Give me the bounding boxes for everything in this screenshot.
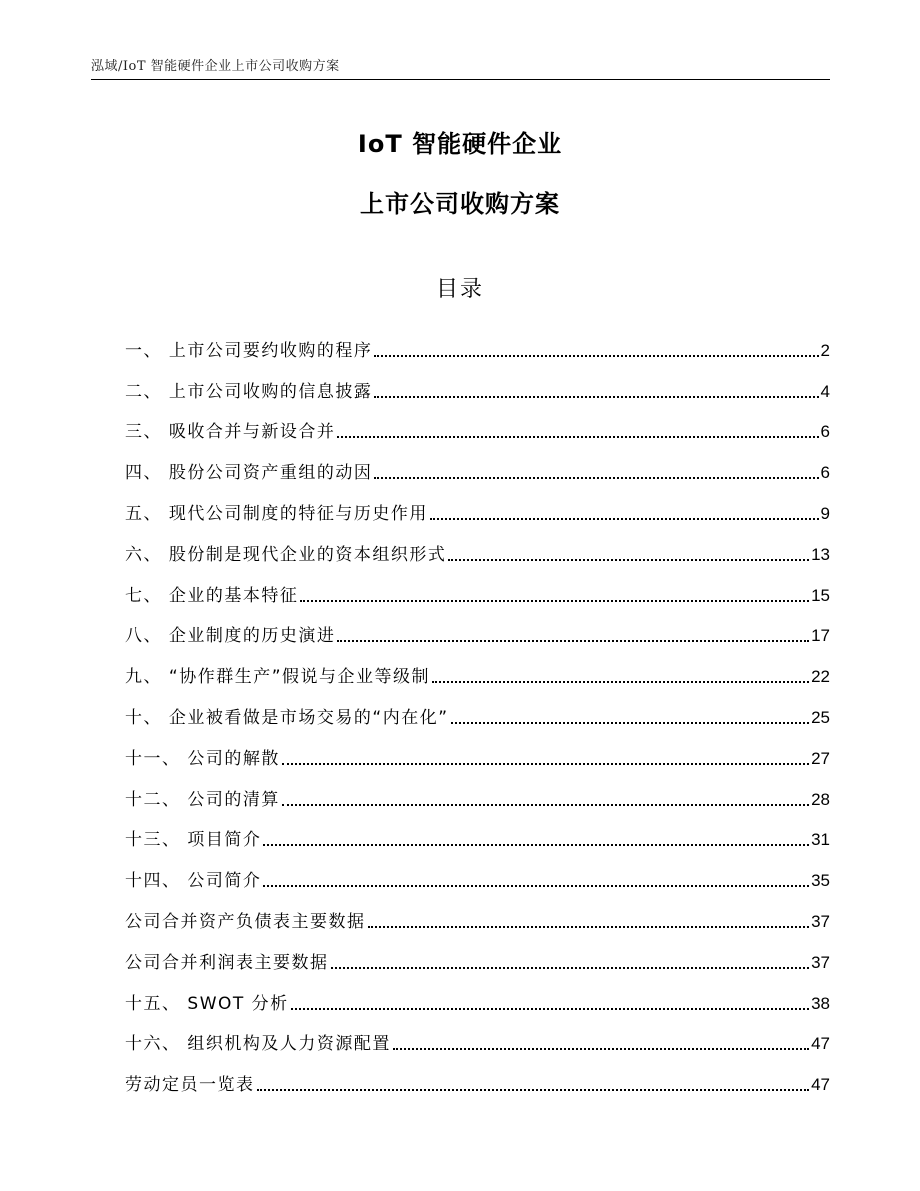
toc-dot-leader <box>448 559 809 561</box>
toc-entry[interactable] <box>125 446 830 487</box>
toc-dot-leader <box>451 722 810 724</box>
toc-entry[interactable] <box>125 936 830 977</box>
toc-entry-label: 十六、 组织机构及人力资源配置 <box>125 1034 391 1055</box>
toc-dot-leader <box>393 1048 809 1050</box>
toc-entry-label: 十、 企业被看做是市场交易的“内在化” <box>125 707 449 728</box>
toc-entry-page: 2 <box>820 340 830 360</box>
toc-entry-page: 37 <box>811 952 830 972</box>
toc-entry-page: 22 <box>811 667 830 687</box>
toc-entry-label: 九、 “协作群生产”假说与企业等级制 <box>125 667 431 688</box>
toc-entry[interactable] <box>125 569 830 610</box>
toc-dot-leader <box>331 967 810 969</box>
toc-entry[interactable] <box>125 528 830 569</box>
toc-entry-label: 十一、 公司的解散 <box>125 748 280 769</box>
toc-entry-label: 公司合并利润表主要数据 <box>125 952 329 973</box>
toc-entry-label: 十四、 公司简介 <box>125 871 262 892</box>
toc-entry-page: 47 <box>811 1075 830 1095</box>
toc-entry-page: 6 <box>820 463 830 483</box>
toc-entry-page: 13 <box>811 544 830 564</box>
toc-entry[interactable] <box>125 324 830 365</box>
toc-entry[interactable] <box>125 773 830 814</box>
toc-entry-label: 一、 上市公司要约收购的程序 <box>125 340 373 361</box>
toc-entry-page: 15 <box>811 585 830 605</box>
toc-entry[interactable] <box>125 691 830 732</box>
toc-dot-leader <box>282 763 809 765</box>
toc-dot-leader <box>337 640 809 642</box>
toc-entry-label: 三、 吸收合并与新设合并 <box>125 422 336 443</box>
toc-entry-label: 十二、 公司的清算 <box>125 789 280 810</box>
toc-dot-leader <box>291 1008 809 1010</box>
toc-entry-label: 二、 上市公司收购的信息披露 <box>125 381 373 402</box>
toc-entry-page: 35 <box>811 871 830 891</box>
toc-entry[interactable] <box>125 650 830 691</box>
document-title-line-2: 上市公司收购方案 <box>360 190 560 218</box>
toc-dot-leader <box>430 518 819 520</box>
toc-entry-page: 27 <box>811 748 830 768</box>
toc-entry-label: 六、 股份制是现代企业的资本组织形式 <box>125 544 447 565</box>
toc-entry-label: 十五、 SWOT 分析 <box>125 993 289 1014</box>
toc-dot-leader <box>374 477 818 479</box>
document-title-line-1: IoT 智能硬件企业 <box>357 130 563 158</box>
toc-entry[interactable] <box>125 895 830 936</box>
toc-entry[interactable] <box>125 610 830 651</box>
toc-entry-label: 劳动定员一览表 <box>125 1075 255 1096</box>
toc-entry-page: 4 <box>820 381 830 401</box>
toc-entry-page: 25 <box>811 707 830 727</box>
toc-entry-page: 38 <box>811 993 830 1013</box>
toc-entry-page: 6 <box>820 422 830 442</box>
running-header: 泓域/IoT 智能硬件企业上市公司收购方案 <box>91 59 340 74</box>
toc-entry-page: 37 <box>811 911 830 931</box>
toc-entry-label: 五、 现代公司制度的特征与历史作用 <box>125 503 428 524</box>
toc-heading: 目录 <box>435 277 484 302</box>
toc-entry[interactable] <box>125 732 830 773</box>
toc-dot-leader <box>374 396 818 398</box>
toc-entry-page: 17 <box>811 626 830 646</box>
toc-entry-label: 公司合并资产负债表主要数据 <box>125 911 366 932</box>
toc-entry[interactable] <box>125 487 830 528</box>
toc-dot-leader <box>374 355 818 357</box>
toc-entry[interactable] <box>125 1058 830 1099</box>
toc-entry[interactable] <box>125 1018 830 1059</box>
toc-dot-leader <box>257 1089 810 1091</box>
toc-entry-page: 31 <box>811 830 830 850</box>
toc-entry-label: 四、 股份公司资产重组的动因 <box>125 463 373 484</box>
toc-dot-leader <box>337 436 818 438</box>
toc-dot-leader <box>282 804 809 806</box>
table-of-contents <box>125 324 830 1099</box>
toc-entry[interactable] <box>125 977 830 1018</box>
toc-dot-leader <box>368 926 810 928</box>
toc-entry-page: 47 <box>811 1034 830 1054</box>
toc-dot-leader <box>263 885 809 887</box>
toc-entry[interactable] <box>125 814 830 855</box>
toc-entry[interactable] <box>125 365 830 406</box>
header-divider <box>91 79 830 80</box>
toc-dot-leader <box>432 681 809 683</box>
toc-entry[interactable] <box>125 854 830 895</box>
toc-entry-label: 十三、 项目简介 <box>125 830 262 851</box>
toc-dot-leader <box>300 600 809 602</box>
toc-entry-page: 9 <box>820 503 830 523</box>
toc-entry-page: 28 <box>811 789 830 809</box>
toc-entry-label: 八、 企业制度的历史演进 <box>125 626 336 647</box>
toc-entry[interactable] <box>125 406 830 447</box>
toc-entry-label: 七、 企业的基本特征 <box>125 585 299 606</box>
toc-dot-leader <box>263 844 809 846</box>
